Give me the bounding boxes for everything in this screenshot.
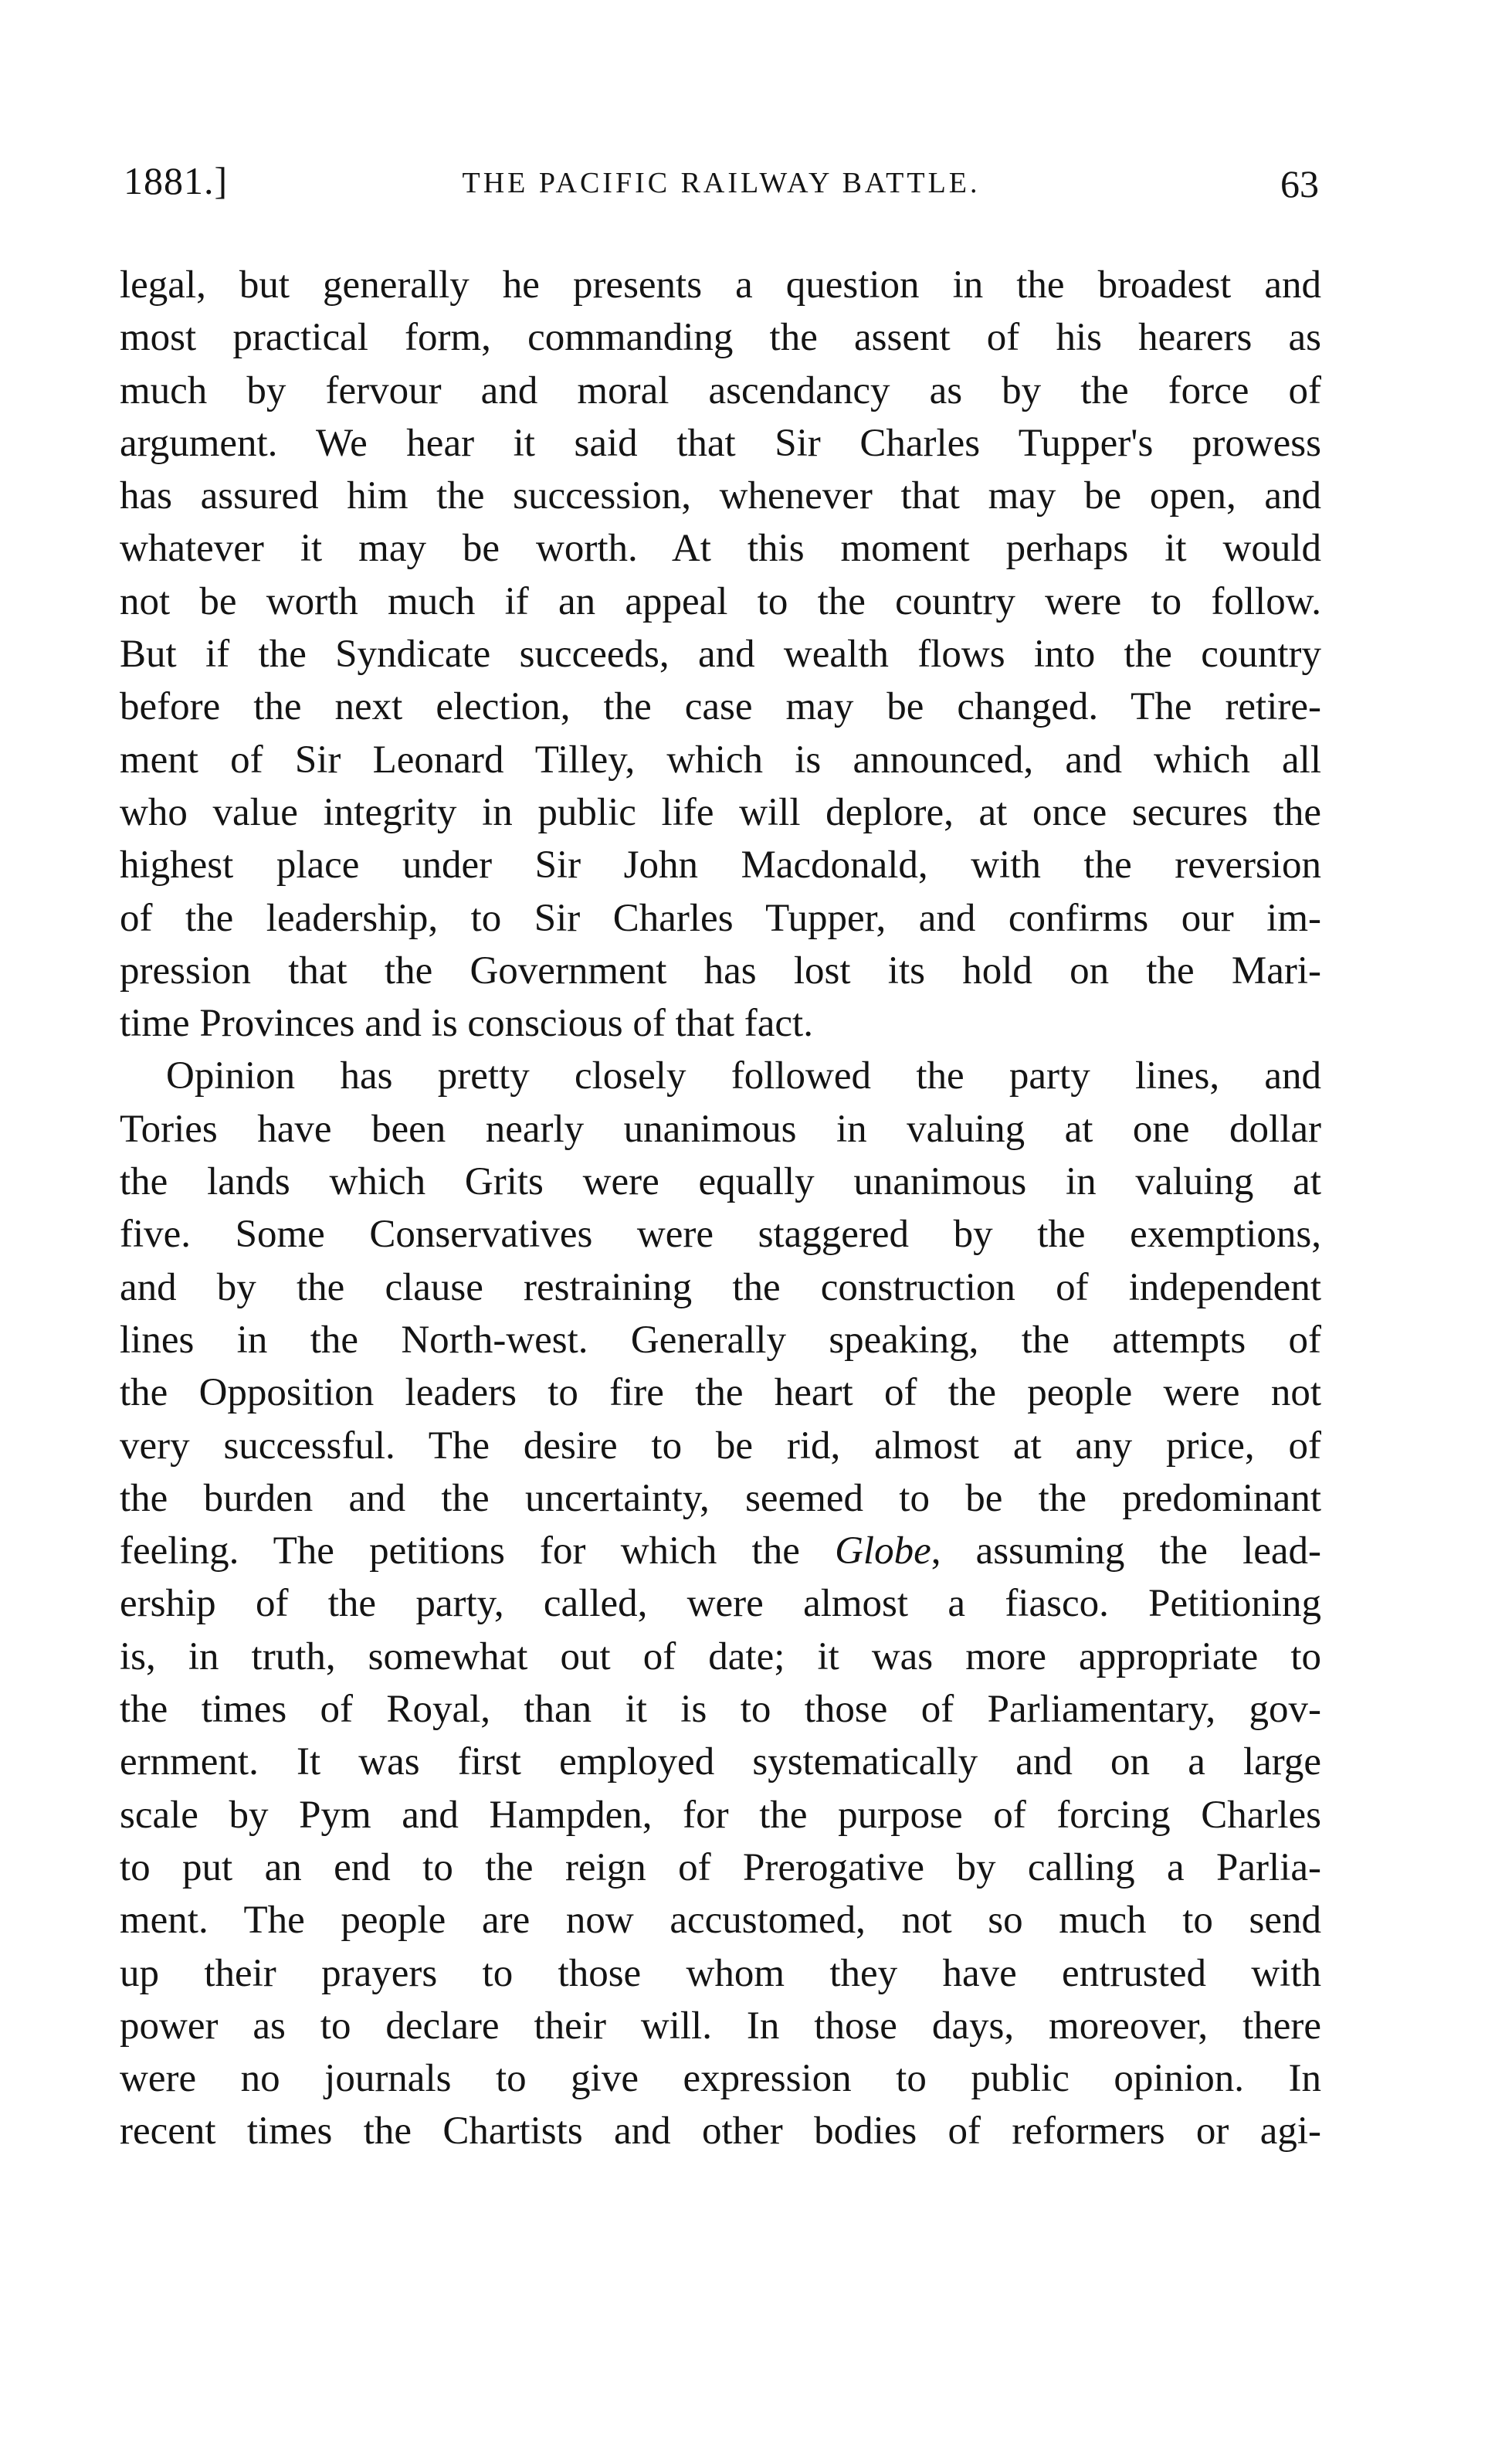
text-line: most practical form, commanding the assent of his hearers as (120, 316, 1321, 360)
text-line: legal, but generally he presents a question in the broadest and (120, 263, 1321, 307)
text-line: But if the Syndicate succeeds, and wealth flows into the country (120, 633, 1321, 677)
text-line: is, in truth, somewhat out of date; it was more appropriate to (120, 1634, 1321, 1678)
text-segment: , assuming the lead- (931, 1529, 1321, 1573)
text-line: has assured him the succession, whenever that may be open, and (120, 474, 1321, 518)
text-line: whatever it may be worth. At this moment perhaps it would (120, 527, 1321, 571)
italic-globe: Globe (835, 1529, 931, 1573)
running-header (124, 158, 1319, 212)
text-line: highest place under Sir John Macdonald, with the reversion (120, 843, 1321, 888)
header-title: THE PACIFIC RAILWAY BATTLE. (462, 167, 981, 199)
text-line: to put an end to the reign of Prerogative by calling a Parlia- (120, 1845, 1321, 1889)
text-line: very successful. The desire to be rid, almost at any price, of (120, 1424, 1321, 1468)
text-line: ership of the party, called, were almost a fiasco. Petitioning (120, 1582, 1321, 1626)
text-line: Opinion has pretty closely followed the party lines, and (166, 1054, 1321, 1098)
text-line: scale by Pym and Hampden, for the purpose of forcing Charles (120, 1793, 1321, 1837)
text-line: lines in the North-west. Generally speaking, the attempts of (120, 1318, 1321, 1362)
text-line: the times of Royal, than it is to those of Parliamentary, gov- (120, 1688, 1321, 1732)
text-line: much by fervour and moral ascendancy as by the force of (120, 368, 1321, 412)
text-line: power as to declare their will. In those days, moreover, there (120, 2004, 1321, 2048)
text-line: up their prayers to those whom they have entrusted with (120, 1951, 1321, 1995)
paragraph-2 (120, 1050, 1321, 2157)
text-line: ment of Sir Leonard Tilley, which is announced, and which all (120, 738, 1321, 782)
page-number: 63 (1280, 162, 1319, 205)
body-text (120, 259, 1321, 2158)
text-line: the burden and the uncertainty, seemed to be the predominant (120, 1476, 1321, 1520)
text-line: the Opposition leaders to fire the heart of the people were not (120, 1371, 1321, 1415)
text-line: were no journals to give expression to public opinion. In (120, 2057, 1321, 2101)
text-line: ernment. It was first employed systematically and on a large (120, 1740, 1321, 1784)
paragraph-1 (120, 259, 1321, 1050)
text-line: who value integrity in public life will deplore, at once secures the (120, 790, 1321, 834)
text-line: five. Some Conservatives were staggered by the exemptions, (120, 1213, 1321, 1257)
text-line: ment. The people are now accustomed, not so much to send (120, 1899, 1321, 1943)
text-line: the lands which Grits were equally unanimous in valuing at (120, 1160, 1321, 1204)
text-line: before the next election, the case may be changed. The retire- (120, 685, 1321, 729)
text-line: time Provinces and is conscious of that fact. (120, 1002, 813, 1046)
text-line: argument. We hear it said that Sir Charles Tupper's prowess (120, 421, 1321, 465)
text-line-with-italic (120, 1525, 1321, 1577)
text-line: of the leadership, to Sir Charles Tupper, and confirms our im- (120, 896, 1321, 940)
text-line: not be worth much if an appeal to the country were to follow. (120, 579, 1321, 623)
text-line: recent times the Chartists and other bodies of reformers or agi- (120, 2109, 1321, 2153)
text-segment: feeling. The petitions for which the (120, 1529, 836, 1573)
header-year: 1881.] (124, 159, 229, 202)
text-line: pression that the Government has lost its hold on the Mari- (120, 949, 1321, 993)
text-line: and by the clause restraining the construction of independent (120, 1265, 1321, 1309)
text-line: Tories have been nearly unanimous in valuing at one dollar (120, 1107, 1321, 1151)
